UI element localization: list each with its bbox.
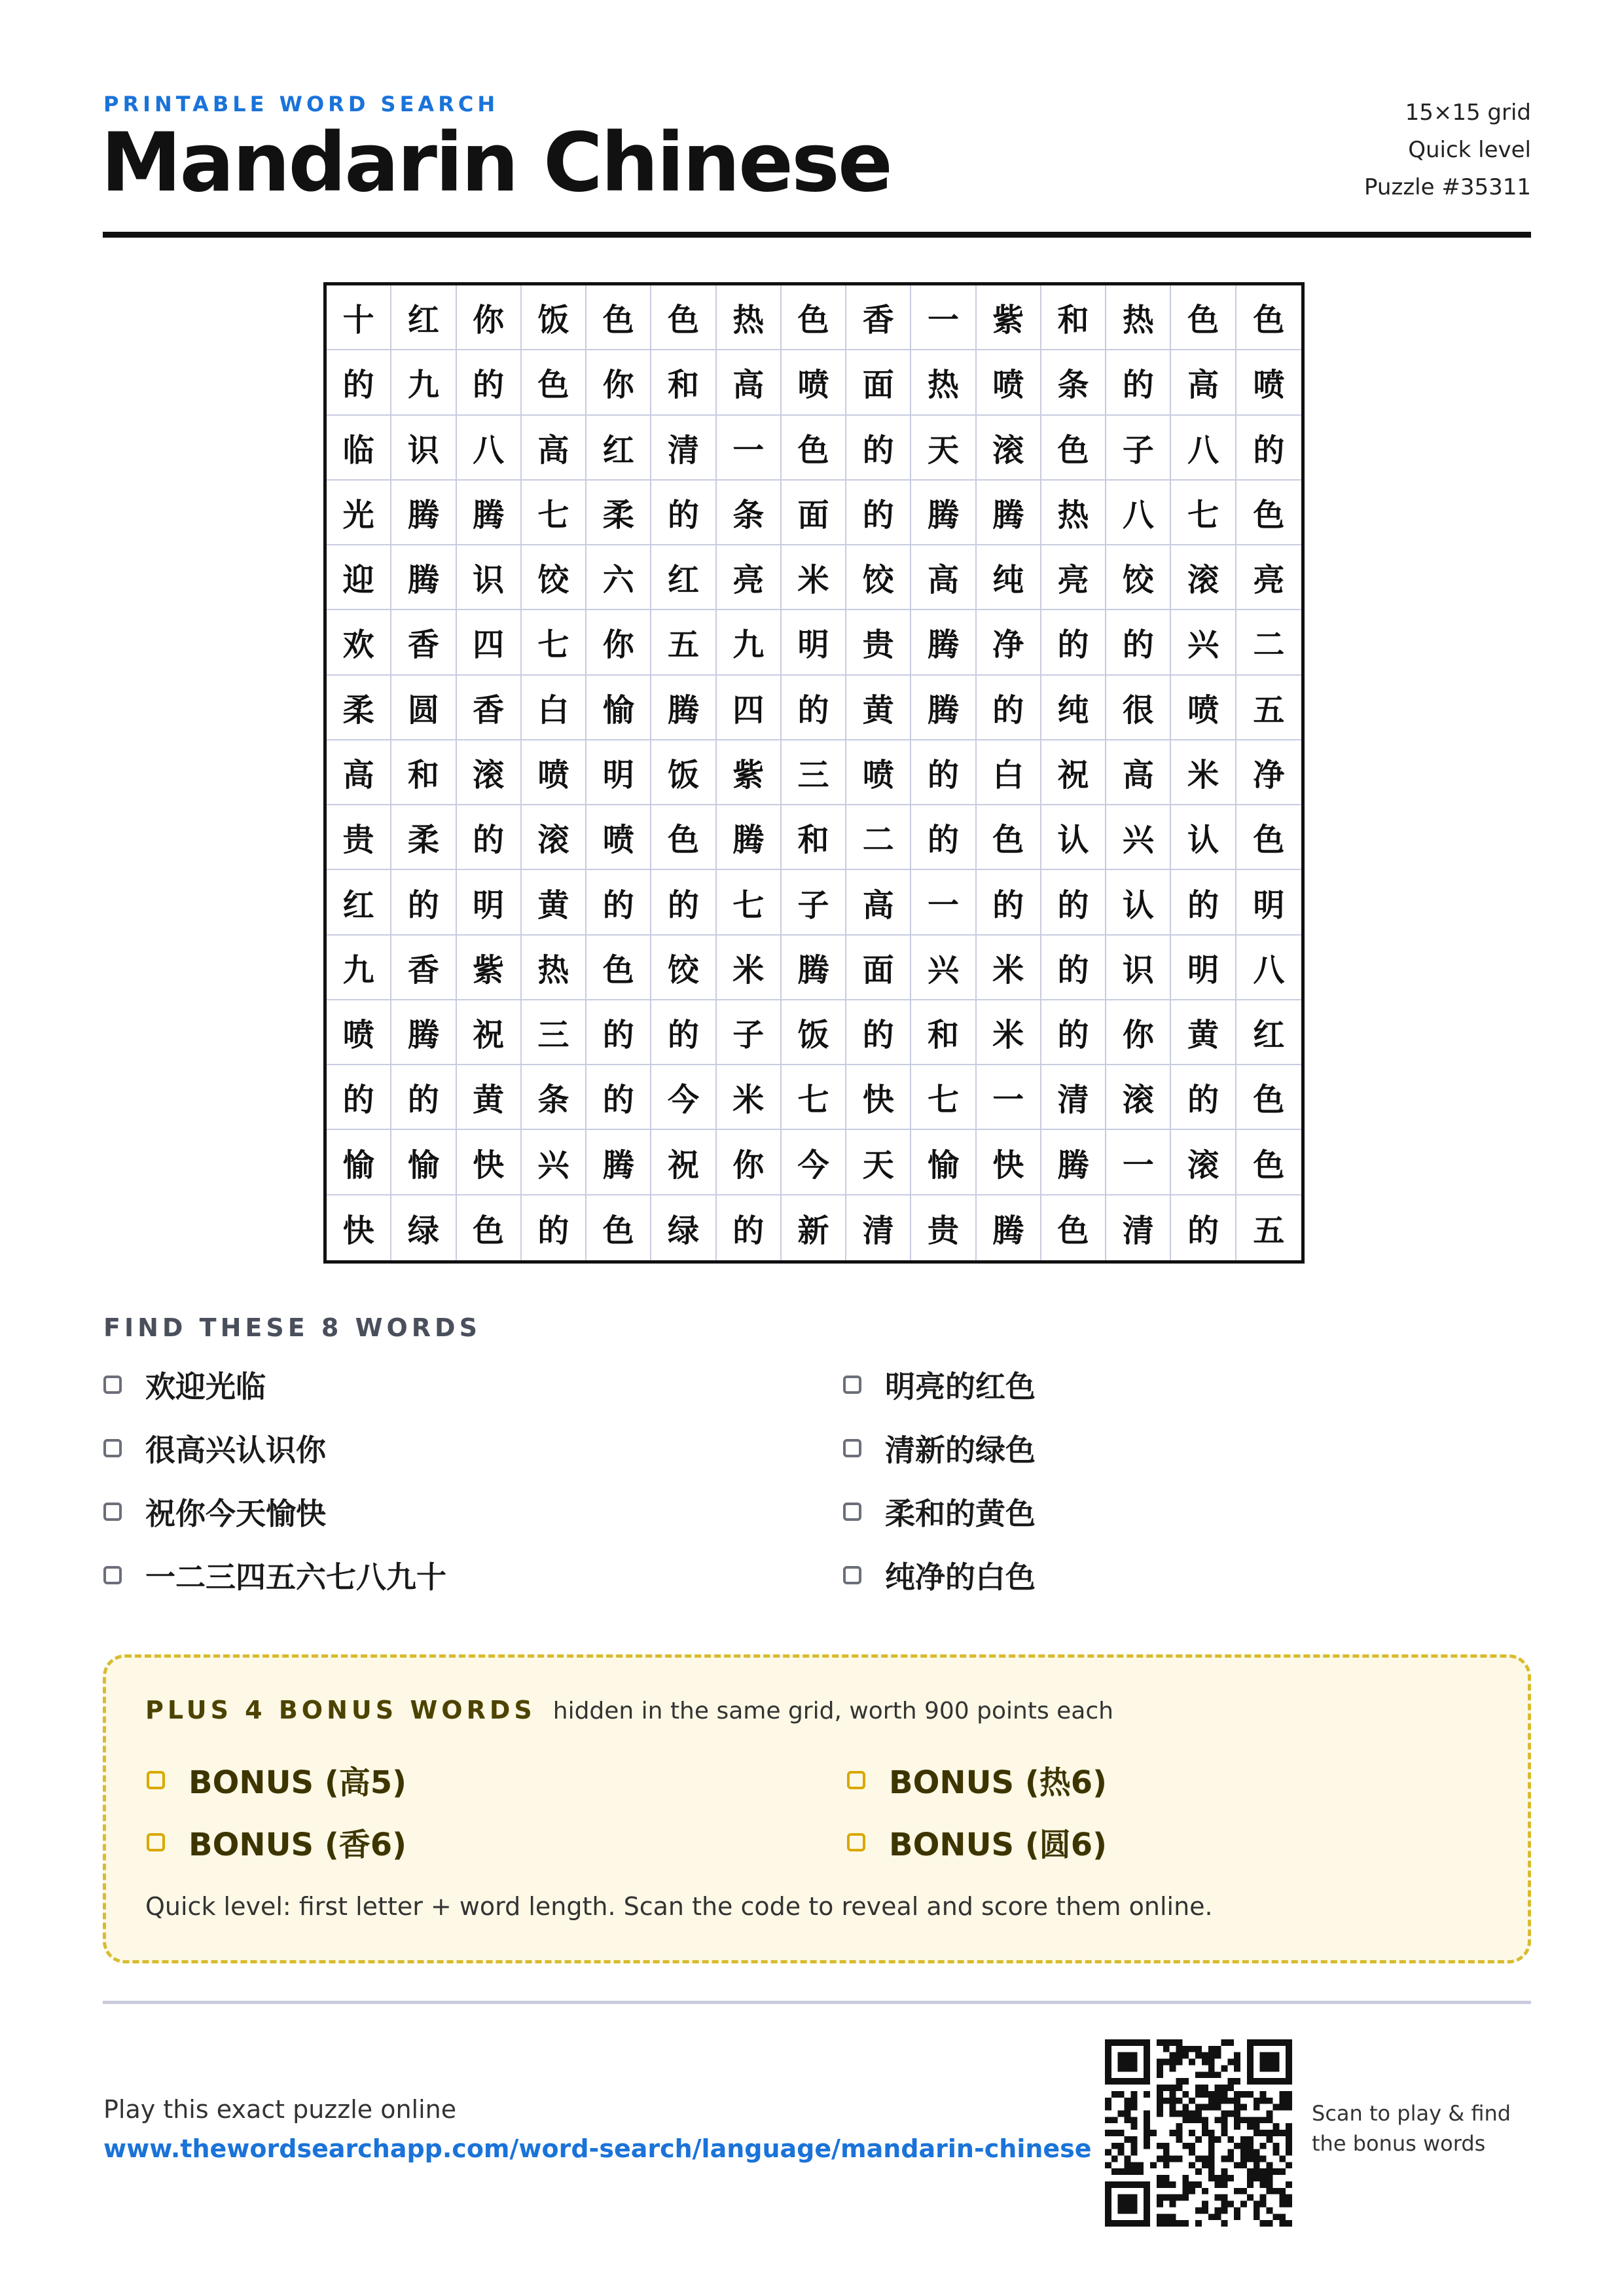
- grid-cell[interactable]: 色: [1236, 1130, 1301, 1195]
- grid-cell[interactable]: 色: [1236, 1065, 1301, 1130]
- grid-cell[interactable]: 的: [327, 1065, 391, 1130]
- grid-cell[interactable]: 的: [457, 350, 522, 415]
- play-online-label: Play this exact puzzle online: [103, 2095, 457, 2124]
- grid-cell[interactable]: 今: [782, 1130, 846, 1195]
- checkbox-icon[interactable]: [843, 1503, 861, 1521]
- grid-cell[interactable]: 红: [651, 545, 716, 610]
- checkbox-icon[interactable]: [847, 1833, 865, 1851]
- qr-caption-line2: the bonus words: [1312, 2131, 1486, 2156]
- grid-cell[interactable]: 愉: [586, 676, 651, 740]
- word-item[interactable]: [103, 1363, 266, 1406]
- word-text: 祝你今天愉快: [145, 1496, 326, 1531]
- grid-cell[interactable]: 腾: [782, 936, 846, 1000]
- grid-cell[interactable]: 纯: [1041, 676, 1106, 740]
- grid-cell[interactable]: 香: [846, 285, 911, 350]
- grid-cell[interactable]: 的: [911, 805, 976, 870]
- word-text: 欢迎光临: [145, 1369, 266, 1404]
- word-text: 一二三四五六七八九十: [145, 1559, 446, 1595]
- grid-cell[interactable]: 你: [586, 610, 651, 675]
- grid-cell[interactable]: 红: [327, 870, 391, 935]
- grid-cell[interactable]: 条: [717, 481, 782, 545]
- grid-cell[interactable]: 三: [782, 740, 846, 805]
- checkbox-icon[interactable]: [103, 1566, 122, 1584]
- grid-cell[interactable]: 红: [586, 416, 651, 481]
- qr-caption: [1312, 2098, 1511, 2159]
- grid-cell[interactable]: 明: [1236, 870, 1301, 935]
- grid-cell[interactable]: 色: [651, 285, 716, 350]
- grid-cell[interactable]: 的: [717, 1195, 782, 1260]
- grid-cell[interactable]: 迎: [327, 545, 391, 610]
- grid-cell[interactable]: 绿: [651, 1195, 716, 1260]
- grid-cell[interactable]: 快: [457, 1130, 522, 1195]
- grid-cell[interactable]: 的: [586, 1000, 651, 1065]
- grid-cell[interactable]: 色: [782, 285, 846, 350]
- puzzle-url-link[interactable]: www.thewordsearchapp.com/word-search/language/mandarin-chinese: [103, 2134, 1092, 2163]
- word-item[interactable]: [843, 1363, 1036, 1406]
- grid-cell[interactable]: 饭: [782, 1000, 846, 1065]
- grid-cell[interactable]: 认: [1106, 870, 1171, 935]
- grid-cell[interactable]: 米: [1171, 740, 1236, 805]
- grid-cell[interactable]: 色: [1236, 805, 1301, 870]
- grid-cell[interactable]: 腾: [911, 610, 976, 675]
- grid-cell[interactable]: 的: [1171, 1065, 1236, 1130]
- grid-cell[interactable]: 高: [522, 416, 586, 481]
- grid-cell[interactable]: 今: [651, 1065, 716, 1130]
- checkbox-icon[interactable]: [843, 1439, 861, 1457]
- grid-cell[interactable]: 米: [717, 1065, 782, 1130]
- bonus-header: [145, 1696, 1113, 1724]
- grid-cell[interactable]: 九: [327, 936, 391, 1000]
- grid-cell[interactable]: 色: [1041, 416, 1106, 481]
- grid-cell[interactable]: 二: [846, 805, 911, 870]
- grid-cell[interactable]: 明: [457, 870, 522, 935]
- grid-cell[interactable]: 和: [911, 1000, 976, 1065]
- grid-cell[interactable]: 饺: [651, 936, 716, 1000]
- grid-cell[interactable]: 新: [782, 1195, 846, 1260]
- grid-cell[interactable]: 的: [1106, 350, 1171, 415]
- word-item[interactable]: [103, 1427, 326, 1470]
- grid-cell[interactable]: 的: [457, 805, 522, 870]
- word-list: [103, 1363, 1530, 1618]
- grid-cell[interactable]: 热: [911, 350, 976, 415]
- bonus-word-item[interactable]: [147, 1757, 406, 1802]
- grid-cell[interactable]: 贵: [327, 805, 391, 870]
- grid-cell[interactable]: 白: [522, 676, 586, 740]
- grid-cell[interactable]: 腾: [977, 481, 1041, 545]
- bonus-subtitle: hidden in the same grid, worth 900 points each: [552, 1698, 1113, 1724]
- grid-cell[interactable]: 白: [977, 740, 1041, 805]
- grid-cell[interactable]: 柔: [391, 805, 456, 870]
- grid-cell[interactable]: 色: [1041, 1195, 1106, 1260]
- bonus-word-item[interactable]: [147, 1819, 406, 1865]
- grid-cell[interactable]: 色: [1171, 285, 1236, 350]
- grid-cell[interactable]: 四: [457, 610, 522, 675]
- grid-cell[interactable]: 二: [1236, 610, 1301, 675]
- grid-cell[interactable]: 认: [1171, 805, 1236, 870]
- grid-cell[interactable]: 愉: [391, 1130, 456, 1195]
- grid-cell[interactable]: 九: [717, 610, 782, 675]
- grid-cell[interactable]: 腾: [391, 481, 456, 545]
- grid-cell[interactable]: 红: [1236, 1000, 1301, 1065]
- grid-cell[interactable]: 祝: [457, 1000, 522, 1065]
- grid-cell[interactable]: 的: [846, 416, 911, 481]
- grid-cell[interactable]: 高: [911, 545, 976, 610]
- grid-cell[interactable]: 的: [651, 481, 716, 545]
- grid-cell[interactable]: 一: [911, 870, 976, 935]
- grid-size-label: 15×15 grid: [1405, 100, 1531, 126]
- grid-cell[interactable]: 快: [327, 1195, 391, 1260]
- grid-cell[interactable]: 热: [1106, 285, 1171, 350]
- grid-cell[interactable]: 的: [1171, 1195, 1236, 1260]
- grid-cell[interactable]: 饺: [1106, 545, 1171, 610]
- word-text: 纯净的白色: [885, 1559, 1036, 1595]
- grid-cell[interactable]: 的: [846, 481, 911, 545]
- grid-cell[interactable]: 四: [717, 676, 782, 740]
- grid-cell[interactable]: 七: [911, 1065, 976, 1130]
- grid-cell[interactable]: 腾: [1041, 1130, 1106, 1195]
- grid-cell[interactable]: 贵: [846, 610, 911, 675]
- grid-cell[interactable]: 饭: [522, 285, 586, 350]
- grid-cell[interactable]: 祝: [1041, 740, 1106, 805]
- grid-cell[interactable]: 七: [522, 610, 586, 675]
- grid-cell[interactable]: 的: [1041, 936, 1106, 1000]
- grid-cell[interactable]: 高: [1171, 350, 1236, 415]
- grid-cell[interactable]: 香: [391, 936, 456, 1000]
- grid-cell[interactable]: 喷: [1236, 350, 1301, 415]
- grid-cell[interactable]: 的: [1171, 870, 1236, 935]
- grid-cell[interactable]: 香: [457, 676, 522, 740]
- grid-cell[interactable]: 的: [327, 350, 391, 415]
- grid-cell[interactable]: 色: [977, 805, 1041, 870]
- grid-cell[interactable]: 一: [717, 416, 782, 481]
- grid-cell[interactable]: 饺: [846, 545, 911, 610]
- grid-cell[interactable]: 的: [1041, 1000, 1106, 1065]
- grid-cell[interactable]: 临: [327, 416, 391, 481]
- grid-cell[interactable]: 腾: [717, 805, 782, 870]
- grid-cell[interactable]: 滚: [1171, 1130, 1236, 1195]
- word-text: 柔和的黄色: [885, 1496, 1036, 1531]
- grid-cell[interactable]: 八: [1106, 481, 1171, 545]
- checkbox-icon[interactable]: [847, 1771, 865, 1789]
- grid-cell[interactable]: 和: [1041, 285, 1106, 350]
- grid-cell[interactable]: 色: [1236, 285, 1301, 350]
- grid-cell[interactable]: 黄: [1171, 1000, 1236, 1065]
- grid-cell[interactable]: 色: [651, 805, 716, 870]
- word-item[interactable]: [103, 1490, 326, 1533]
- grid-cell[interactable]: 紫: [457, 936, 522, 1000]
- grid-cell[interactable]: 一: [1106, 1130, 1171, 1195]
- grid-cell[interactable]: 和: [391, 740, 456, 805]
- grid-cell[interactable]: 认: [1041, 805, 1106, 870]
- grid-cell[interactable]: 愉: [911, 1130, 976, 1195]
- grid-cell[interactable]: 紫: [977, 285, 1041, 350]
- grid-cell[interactable]: 很: [1106, 676, 1171, 740]
- grid-cell[interactable]: 一: [911, 285, 976, 350]
- grid-cell[interactable]: 色: [457, 1195, 522, 1260]
- grid-cell[interactable]: 你: [1106, 1000, 1171, 1065]
- grid-cell[interactable]: 圆: [391, 676, 456, 740]
- qr-caption-line1: Scan to play & find: [1312, 2101, 1511, 2126]
- grid-cell[interactable]: 色: [782, 416, 846, 481]
- grid-cell[interactable]: 饭: [651, 740, 716, 805]
- header-divider: [103, 232, 1531, 238]
- grid-cell[interactable]: 识: [1106, 936, 1171, 1000]
- grid-cell[interactable]: 的: [977, 676, 1041, 740]
- grid-cell[interactable]: 天: [846, 1130, 911, 1195]
- grid-cell[interactable]: 喷: [846, 740, 911, 805]
- grid-cell[interactable]: 亮: [717, 545, 782, 610]
- grid-cell[interactable]: 你: [457, 285, 522, 350]
- grid-cell[interactable]: 愉: [327, 1130, 391, 1195]
- grid-cell[interactable]: 滚: [1171, 545, 1236, 610]
- grid-cell[interactable]: 的: [1106, 610, 1171, 675]
- grid-cell[interactable]: 的: [651, 870, 716, 935]
- puzzle-meta: [1364, 94, 1531, 206]
- bonus-word-item[interactable]: [847, 1757, 1107, 1802]
- grid-cell[interactable]: 黄: [846, 676, 911, 740]
- grid-cell[interactable]: 九: [391, 350, 456, 415]
- word-item[interactable]: [103, 1554, 446, 1597]
- grid-cell[interactable]: 祝: [651, 1130, 716, 1195]
- grid-cell[interactable]: 清: [1041, 1065, 1106, 1130]
- bonus-word-text: BONUS (香6): [189, 1827, 407, 1863]
- grid-cell[interactable]: 八: [1236, 936, 1301, 1000]
- grid-cell[interactable]: 欢: [327, 610, 391, 675]
- grid-cell[interactable]: 喷: [782, 350, 846, 415]
- grid-cell[interactable]: 子: [1106, 416, 1171, 481]
- checkbox-icon[interactable]: [103, 1376, 122, 1394]
- word-list-heading: FIND THESE 8 WORDS: [103, 1313, 481, 1342]
- level-label: Quick level: [1408, 137, 1531, 163]
- grid-cell[interactable]: 的: [846, 1000, 911, 1065]
- bonus-word-item[interactable]: [847, 1819, 1107, 1865]
- grid-cell[interactable]: 紫: [717, 740, 782, 805]
- grid-cell[interactable]: 五: [651, 610, 716, 675]
- word-text: 很高兴认识你: [145, 1432, 326, 1468]
- bonus-word-text: BONUS (圆6): [889, 1827, 1108, 1863]
- grid-cell[interactable]: 的: [651, 1000, 716, 1065]
- grid-cell[interactable]: 亮: [1236, 545, 1301, 610]
- grid-cell[interactable]: 的: [911, 740, 976, 805]
- grid-cell[interactable]: 喷: [327, 1000, 391, 1065]
- grid-cell[interactable]: 柔: [327, 676, 391, 740]
- grid-cell[interactable]: 子: [782, 870, 846, 935]
- grid-cell[interactable]: 饺: [522, 545, 586, 610]
- grid-cell[interactable]: 香: [391, 610, 456, 675]
- grid-cell[interactable]: 热: [717, 285, 782, 350]
- grid-cell[interactable]: 兴: [1106, 805, 1171, 870]
- grid-cell[interactable]: 的: [586, 870, 651, 935]
- grid-cell[interactable]: 色: [586, 285, 651, 350]
- qr-code[interactable]: [1105, 2039, 1292, 2227]
- grid-cell[interactable]: 快: [977, 1130, 1041, 1195]
- grid-cell[interactable]: 的: [1236, 416, 1301, 481]
- grid-cell[interactable]: 的: [977, 870, 1041, 935]
- grid-cell[interactable]: 热: [1041, 481, 1106, 545]
- grid-cell[interactable]: 兴: [522, 1130, 586, 1195]
- grid-cell[interactable]: 色: [586, 936, 651, 1000]
- word-text: 明亮的红色: [885, 1369, 1036, 1404]
- grid-cell[interactable]: 喷: [977, 350, 1041, 415]
- grid-cell[interactable]: 子: [717, 1000, 782, 1065]
- grid-cell[interactable]: 红: [391, 285, 456, 350]
- grid-cell[interactable]: 识: [457, 545, 522, 610]
- grid-cell[interactable]: 色: [586, 1195, 651, 1260]
- grid-cell[interactable]: 的: [782, 676, 846, 740]
- grid-cell[interactable]: 黄: [457, 1065, 522, 1130]
- grid-cell[interactable]: 柔: [586, 481, 651, 545]
- grid-cell[interactable]: 明: [1171, 936, 1236, 1000]
- grid-cell[interactable]: 高: [327, 740, 391, 805]
- grid-cell[interactable]: 贵: [911, 1195, 976, 1260]
- grid-cell[interactable]: 六: [586, 545, 651, 610]
- grid-cell[interactable]: 识: [391, 416, 456, 481]
- checkbox-icon[interactable]: [843, 1566, 861, 1584]
- grid-cell[interactable]: 米: [977, 936, 1041, 1000]
- grid-cell[interactable]: 的: [522, 1195, 586, 1260]
- grid-cell[interactable]: 八: [1171, 416, 1236, 481]
- grid-cell[interactable]: 八: [457, 416, 522, 481]
- grid-cell[interactable]: 五: [1236, 676, 1301, 740]
- grid-cell[interactable]: 清: [1106, 1195, 1171, 1260]
- grid-cell[interactable]: 滚: [977, 416, 1041, 481]
- grid-cell[interactable]: 腾: [586, 1130, 651, 1195]
- grid-cell[interactable]: 滚: [1106, 1065, 1171, 1130]
- grid-cell[interactable]: 五: [1253, 1212, 1285, 1249]
- grid-cell[interactable]: 腾: [391, 545, 456, 610]
- grid-cell[interactable]: 高: [717, 350, 782, 415]
- grid-cell[interactable]: 高: [846, 870, 911, 935]
- grid-cell[interactable]: 色: [522, 350, 586, 415]
- grid-cell[interactable]: 的: [1041, 870, 1106, 935]
- grid-cell[interactable]: 兴: [911, 936, 976, 1000]
- footer-divider: [103, 2001, 1531, 2004]
- checkbox-icon[interactable]: [103, 1503, 122, 1521]
- grid-cell[interactable]: 喷: [1171, 676, 1236, 740]
- grid-cell[interactable]: 腾: [911, 676, 976, 740]
- grid-cell[interactable]: 滚: [522, 805, 586, 870]
- grid-cell[interactable]: 净: [977, 610, 1041, 675]
- bonus-word-text: BONUS (热6): [889, 1764, 1108, 1801]
- grid-cell[interactable]: 条: [522, 1065, 586, 1130]
- grid-cell[interactable]: 色: [1236, 481, 1301, 545]
- word-item[interactable]: [843, 1554, 1036, 1597]
- grid-cell[interactable]: 腾: [977, 1195, 1041, 1260]
- grid-cell[interactable]: 面: [846, 936, 911, 1000]
- grid-cell[interactable]: 的: [586, 1065, 651, 1130]
- grid-cell[interactable]: 的: [391, 870, 456, 935]
- checkbox-icon[interactable]: [103, 1439, 122, 1457]
- grid-cell[interactable]: 腾: [911, 481, 976, 545]
- grid-cell[interactable]: 明: [782, 610, 846, 675]
- grid-cell[interactable]: 七: [782, 1065, 846, 1130]
- grid-cell[interactable]: 腾: [457, 481, 522, 545]
- grid-cell[interactable]: 喷: [586, 805, 651, 870]
- grid-cell[interactable]: 七: [522, 481, 586, 545]
- grid-cell[interactable]: 天: [911, 416, 976, 481]
- grid-cell[interactable]: 七: [717, 870, 782, 935]
- grid-cell[interactable]: 明: [586, 740, 651, 805]
- grid-cell[interactable]: 面: [782, 481, 846, 545]
- grid-cell[interactable]: 你: [586, 350, 651, 415]
- eyebrow-label: PRINTABLE WORD SEARCH: [103, 92, 499, 117]
- grid-cell[interactable]: 高: [1106, 740, 1171, 805]
- grid-cell[interactable]: 三: [522, 1000, 586, 1065]
- checkbox-icon[interactable]: [147, 1833, 165, 1851]
- grid-cell[interactable]: 米: [782, 545, 846, 610]
- grid-cell[interactable]: 清: [651, 416, 716, 481]
- checkbox-icon[interactable]: [843, 1376, 861, 1394]
- bonus-word-text: BONUS (高5): [189, 1764, 407, 1801]
- checkbox-icon[interactable]: [147, 1771, 165, 1789]
- grid-cell[interactable]: 热: [522, 936, 586, 1000]
- word-item[interactable]: [843, 1490, 1036, 1533]
- bonus-panel: [103, 1654, 1531, 1963]
- grid-cell[interactable]: 米: [977, 1000, 1041, 1065]
- grid-cell[interactable]: 腾: [391, 1000, 456, 1065]
- puzzle-number-label: Puzzle #35311: [1364, 174, 1531, 200]
- grid-cell[interactable]: 米: [717, 936, 782, 1000]
- grid-cell[interactable]: 快: [846, 1065, 911, 1130]
- bonus-title: PLUS 4 BONUS WORDS: [145, 1696, 536, 1724]
- grid-cell[interactable]: 条: [1041, 350, 1106, 415]
- page-title: Mandarin Chinese: [101, 116, 891, 210]
- grid-cell[interactable]: 喷: [522, 740, 586, 805]
- grid-cell[interactable]: 亮: [1041, 545, 1106, 610]
- bonus-note: Quick level: first letter + word length. Scan the code to reveal and score them online.: [145, 1892, 1213, 1921]
- grid-cell[interactable]: 一: [977, 1065, 1041, 1130]
- grid-cell[interactable]: 的: [391, 1065, 456, 1130]
- letter-grid[interactable]: [323, 282, 1305, 1264]
- word-text: 清新的绿色: [885, 1432, 1036, 1468]
- grid-cell[interactable]: 十: [327, 285, 391, 350]
- grid-cell[interactable]: 的: [1041, 610, 1106, 675]
- grid-cell[interactable]: 你: [717, 1130, 782, 1195]
- grid-cell[interactable]: 和: [782, 805, 846, 870]
- grid-cell[interactable]: 和: [651, 350, 716, 415]
- grid-cell[interactable]: 清: [846, 1195, 911, 1260]
- grid-cell[interactable]: 黄: [522, 870, 586, 935]
- grid-cell[interactable]: 纯: [977, 545, 1041, 610]
- word-item[interactable]: [843, 1427, 1036, 1470]
- grid-cell[interactable]: 滚: [457, 740, 522, 805]
- grid-cell[interactable]: 净: [1236, 740, 1301, 805]
- grid-cell[interactable]: 面: [846, 350, 911, 415]
- grid-cell[interactable]: 光: [327, 481, 391, 545]
- grid-cell[interactable]: 腾: [651, 676, 716, 740]
- grid-cell[interactable]: 七: [1171, 481, 1236, 545]
- grid-cell[interactable]: 兴: [1171, 610, 1236, 675]
- grid-cell[interactable]: 绿: [391, 1195, 456, 1260]
